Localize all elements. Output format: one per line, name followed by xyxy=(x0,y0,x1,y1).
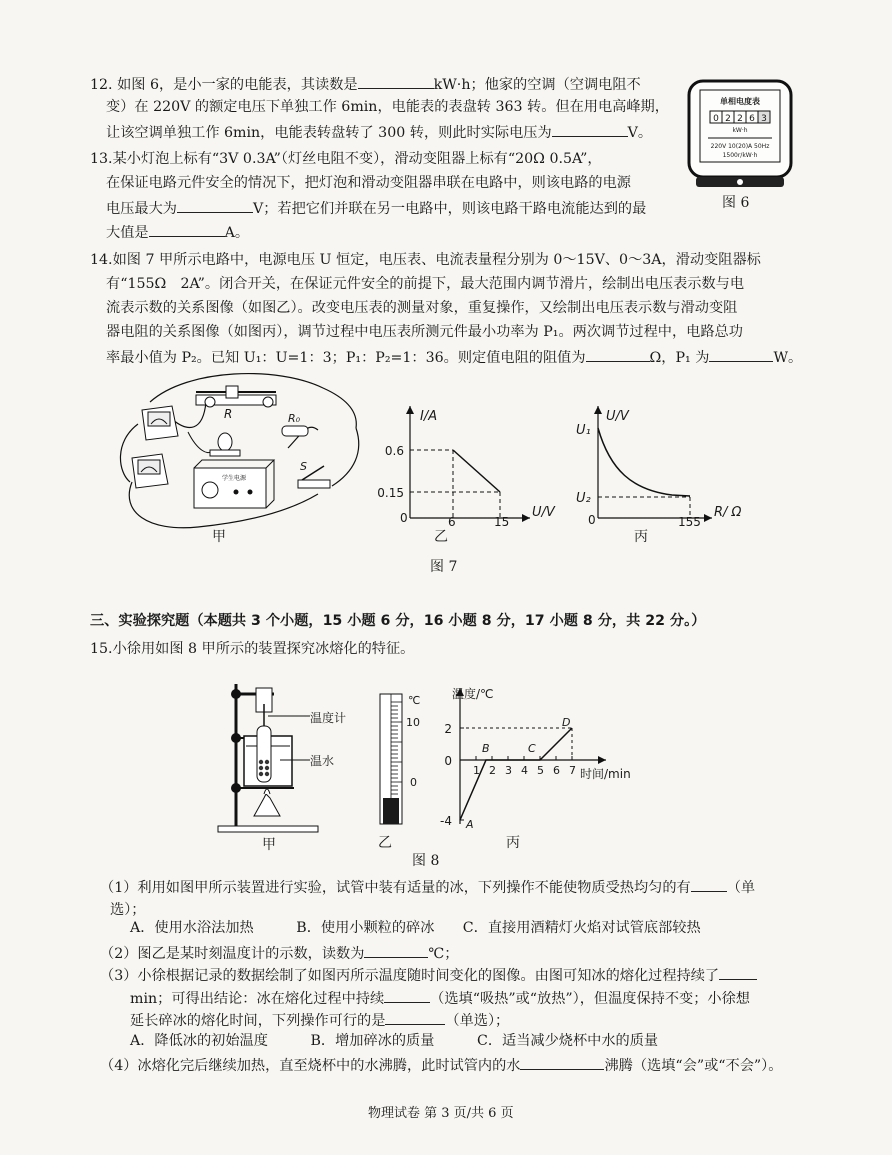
bing-origin: 0 xyxy=(588,513,596,527)
bing-xlabel: 时间/min xyxy=(580,767,631,781)
q15-p1-options: A．使用水浴法加热 B．使用小颗粒的碎冰 C．直接用酒精灯火焰对试管底部较热 xyxy=(130,920,701,936)
q12-blank-voltage[interactable] xyxy=(552,124,628,137)
label-source: 学生电源 xyxy=(222,475,247,482)
q15-p4-line: （4）冰熔化完后继续加热，直至烧杯中的水沸腾，此时试管内的水 沸腾（选填“会”或“不会”）。 xyxy=(100,1058,783,1074)
y-tick-neg4: -4 xyxy=(440,814,452,828)
q15-intro: 15.小徐用如图 8 甲所示的装置探究冰熔化的特征。 xyxy=(90,641,415,657)
meter-digit: 3 xyxy=(761,114,767,124)
x-tick: 3 xyxy=(505,764,512,777)
y-tick-2: 2 xyxy=(444,722,452,736)
q14-line2: 有“155Ω 2A”。闭合开关，在保证元件安全的前提下，最大范围内调节滑片，绘制出电压表示数与电 xyxy=(106,276,745,292)
meter-spec2: 1500r/kW·h xyxy=(722,152,758,159)
fig7-jia-label: 甲 xyxy=(212,529,226,545)
q13-line1: 13.某小灯泡上标有“3V 0.3A”（灯丝电阻不变），滑动变阻器上标有“20Ω 0.5A”， xyxy=(90,151,602,167)
meter-unit: kW·h xyxy=(732,127,748,134)
point-b: B xyxy=(482,742,490,755)
q15-p3-line3: 延长碎冰的熔化时间，下列操作可行的是 （单选）； xyxy=(130,1013,510,1029)
x-tick: 4 xyxy=(521,764,528,777)
yi-y1: 0.6 xyxy=(384,444,404,458)
q15-blank-p3-heat[interactable] xyxy=(384,990,430,1003)
light-bulb xyxy=(188,432,240,456)
graph-i-u xyxy=(370,400,555,529)
i-u-line xyxy=(453,450,500,492)
fig6-caption: 图 6 xyxy=(722,195,750,211)
yi-unit: ℃ xyxy=(408,694,421,707)
u-r-curve xyxy=(598,428,690,496)
q12-line3: 让该空调单独工作 6min，电能表转盘转了 300 转，则此时实际电压为 V。 xyxy=(106,125,653,141)
yi-tick-10: 10 xyxy=(406,716,420,729)
x-tick: 7 xyxy=(569,764,576,777)
meter-digit: 2 xyxy=(737,114,743,124)
label-s: S xyxy=(300,460,307,473)
meter-digit: 2 xyxy=(725,114,731,124)
x-tick: 6 xyxy=(553,764,560,777)
bing-xlabel: R/ Ω xyxy=(714,505,742,520)
thermometer-scale xyxy=(372,690,432,830)
fig8-jia-label: 甲 xyxy=(262,837,276,853)
fixed-resistor xyxy=(282,412,308,436)
energy-meter-figure xyxy=(686,78,794,190)
rheostat xyxy=(196,386,276,421)
q13-blank-voltage[interactable] xyxy=(177,200,253,213)
point-c: C xyxy=(528,742,536,755)
q13-line2: 在保证电路元件安全的情况下，把灯泡和滑动变阻器串联在电路中，则该电路的电源 xyxy=(106,175,631,191)
label-r0: R₀ xyxy=(288,412,301,425)
switch xyxy=(298,460,330,488)
q13-line4: 大值是 A。 xyxy=(106,225,250,241)
label-r: R xyxy=(224,407,233,421)
q15-p3-line1: （3）小徐根据记录的数据绘制了如图丙所示温度随时间变化的图像。由图可知冰的熔化过程持续了 xyxy=(100,967,757,983)
q15-blank-p3-choice[interactable] xyxy=(385,1012,445,1025)
power-supply xyxy=(194,460,274,508)
bing-ylabel: 温度/℃ xyxy=(452,687,494,701)
x-tick: 1 xyxy=(473,764,480,777)
q15-p3-line2: min；可得出结论：冰在熔化过程中持续 （选填“吸热”或“放热”），但温度保持不变；小徐想 xyxy=(130,991,750,1007)
q14-blank-resistance[interactable] xyxy=(586,349,650,362)
yi-y2: 0.15 xyxy=(377,486,404,500)
q15-p3-options: A．降低冰的初始温度 B．增加碎冰的质量 C．适当减少烧杯中水的质量 xyxy=(130,1033,659,1049)
q14-line5: 率最小值为 P₂。已知 U₁：U=1：3；P₁：P₂=1：36。则定值电阻的阻值为 Ω，P₁ 为 W。 xyxy=(106,350,803,366)
q14-blank-p1[interactable] xyxy=(709,349,773,362)
ammeter xyxy=(132,454,168,488)
q12-blank-reading[interactable] xyxy=(358,76,434,89)
bing-u2: U₂ xyxy=(576,491,591,506)
bing-ylabel: U/V xyxy=(606,409,629,424)
q13-blank-current[interactable] xyxy=(149,224,225,237)
meter-digit: 6 xyxy=(749,114,755,124)
mercury-column xyxy=(383,798,399,824)
graph-u-r xyxy=(562,400,777,529)
q12-line2: 变）在 220V 的额定电压下单独工作 6min，电能表的表盘转 363 转。但在用电高峰期， xyxy=(106,99,669,115)
label-warm-water: 温水 xyxy=(310,754,335,768)
temp-time-graph xyxy=(430,684,650,832)
y-tick-0: 0 xyxy=(444,754,452,768)
q13-line3: 电压最大为 V；若把它们并联在另一电路中，则该电路干路电流能达到的最 xyxy=(106,201,647,217)
point-a: A xyxy=(466,818,474,831)
yi-tick-0: 0 xyxy=(410,776,417,789)
yi-ylabel: I/A xyxy=(420,409,438,424)
meter-spec1: 220V 10(20)A 50Hz xyxy=(710,143,770,150)
circuit-diagram xyxy=(118,362,368,534)
fig7-bing-label: 丙 xyxy=(634,529,648,545)
q15-blank-p2[interactable] xyxy=(364,945,428,958)
q15-p1-line1: （1）利用如图甲所示装置进行实验，试管中装有适量的冰，下列操作不能使物质受热均匀的有 （单 xyxy=(100,880,756,896)
fig7-caption: 图 7 xyxy=(430,559,458,575)
q15-p2-line: （2）图乙是某时刻温度计的示数，读数为 ℃； xyxy=(100,946,459,962)
voltmeter xyxy=(142,406,178,440)
bing-u1: U₁ xyxy=(576,423,591,438)
q15-blank-p1[interactable] xyxy=(691,879,727,892)
q14-line3: 流表示数的关系图像（如图乙）。改变电压表的测量对象，重复操作，又绘制出电压表示数与滑动变阻 xyxy=(106,300,738,316)
q14-line1: 14.如图 7 甲所示电路中，电源电压 U 恒定，电压表、电流表量程分别为 0～15V、0～3A，滑动变阻器标 xyxy=(90,252,761,268)
q15-blank-p3-duration[interactable] xyxy=(719,967,757,980)
bing-x1: 155 xyxy=(678,515,701,529)
q15-p1-line2: 选）； xyxy=(110,902,146,918)
q14-line4: 器电阻的关系图像（如图丙），调节过程中电压表所测元件最小功率为 P₁。两次调节过程中，电路总功 xyxy=(106,324,743,340)
section3-heading: 三、实验探究题（本题共 3 个小题，15 小题 6 分，16 小题 8 分，17 小题 8 分，共 22 分。） xyxy=(90,613,706,629)
x-tick: 5 xyxy=(537,764,544,777)
yi-xlabel: U/V xyxy=(532,505,555,520)
fig8-yi-label: 乙 xyxy=(378,835,392,851)
meter-digit: 0 xyxy=(713,114,719,124)
yi-origin: 0 xyxy=(400,511,408,525)
x-tick: 2 xyxy=(489,764,496,777)
q12-line1: 12. 如图 6，是小一家的电能表，其读数是 kW·h；他家的空调（空调电阻不 xyxy=(90,77,641,93)
page-footer: 物理试卷 第 3 页/共 6 页 xyxy=(368,1106,514,1121)
yi-x1: 6 xyxy=(448,515,456,529)
fig7-yi-label: 乙 xyxy=(434,529,448,545)
q15-blank-p4[interactable] xyxy=(520,1057,604,1070)
fig8-caption: 图 8 xyxy=(412,853,440,869)
label-thermometer: 温度计 xyxy=(310,711,347,725)
meter-title: 单相电度表 xyxy=(720,97,760,106)
point-d: D xyxy=(562,716,571,729)
fig8-bing-label: 丙 xyxy=(506,835,520,851)
yi-x2: 15 xyxy=(494,515,510,529)
